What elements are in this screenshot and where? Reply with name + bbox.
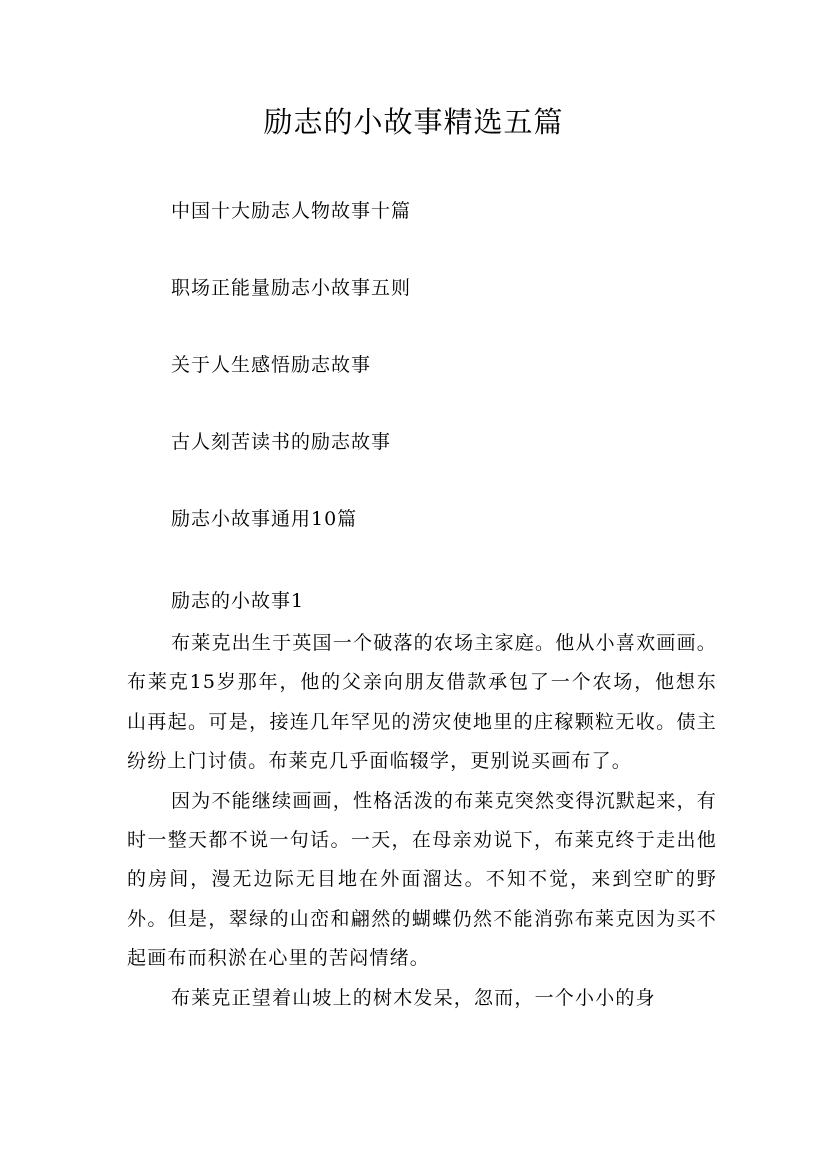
related-links-list: [171, 198, 411, 583]
document-title: 励志的小故事精选五篇: [263, 105, 564, 139]
related-link[interactable]: 职场正能量励志小故事五则: [171, 277, 412, 299]
story-paragraph: 布莱克出生于英国一个破落的农场主家庭。他从小喜欢画画。布莱克15岁那年，他的父亲向朋友借款承包了一个农场，他想东山再起。可是，接连几年罕见的涝灾使地里的庄稼颗粒无收。债主纷纷上门讨债。布莱克几乎面临辍学，更别说买画布了。: [127, 632, 717, 773]
related-link[interactable]: 励志小故事通用10篇: [171, 508, 358, 530]
story-body: [127, 624, 717, 1018]
story-heading: 励志的小故事1: [171, 590, 305, 612]
related-link[interactable]: 古人刻苦读书的励志故事: [171, 431, 392, 453]
story-paragraph: 布莱克正望着山坡上的树木发呆，忽而，一个小小的身: [171, 986, 656, 1009]
related-link[interactable]: 关于人生感悟励志故事: [171, 354, 372, 376]
related-link[interactable]: 中国十大励志人物故事十篇: [171, 200, 412, 222]
story-paragraph: 因为不能继续画画，性格活泼的布莱克突然变得沉默起来，有时一整天都不说一句话。一天，在母亲劝说下，布莱克终于走出他的房间，漫无边际无目地在外面溜达。不知不觉，来到空旷的野外。但是，翠绿的山峦和翩然的蝴蝶仍然不能消弥布莱克因为买不起画布而积淤在心里的苦闷情绪。: [127, 789, 717, 970]
